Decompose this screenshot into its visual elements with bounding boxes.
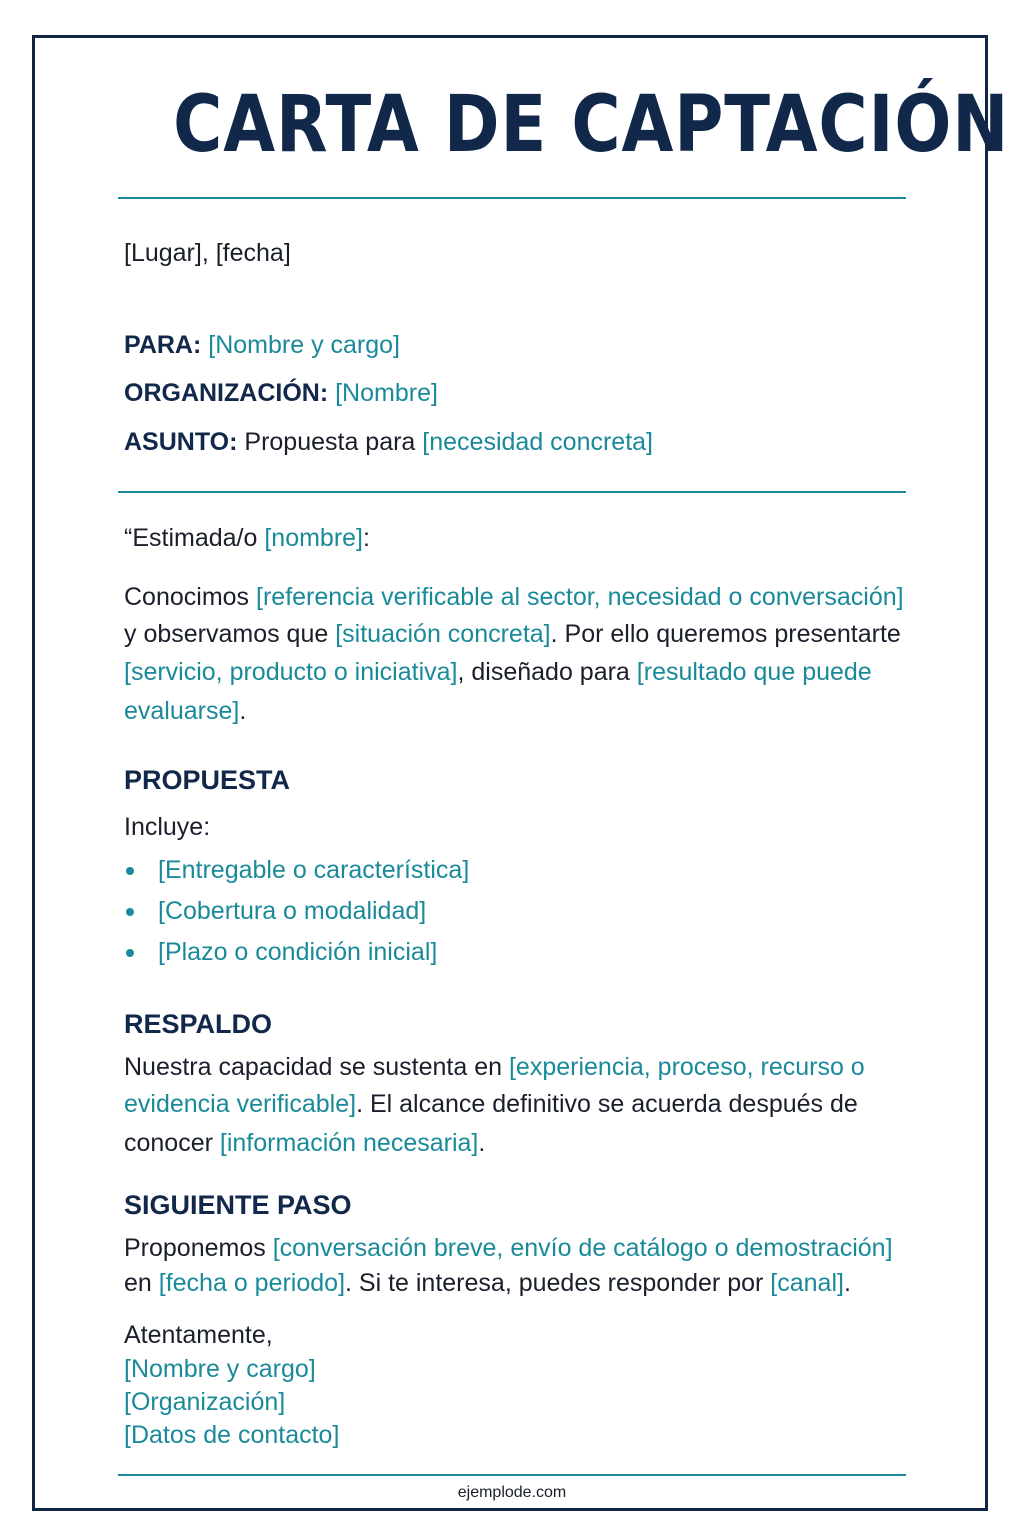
greeting xyxy=(124,519,370,557)
siguiente-placeholder: [fecha o periodo] xyxy=(158,1269,346,1297)
list-item xyxy=(124,933,437,971)
list-item xyxy=(124,851,469,889)
respaldo-line-1 xyxy=(124,1048,865,1086)
list-item-text: [Cobertura o modalidad] xyxy=(158,897,427,925)
greeting-prefix: “Estimada/o xyxy=(124,524,258,552)
respaldo-text: Nuestra capacidad se sustenta en xyxy=(124,1053,503,1081)
intro-text: y observamos que xyxy=(124,620,329,648)
intro-placeholder: [servicio, producto o iniciativa] xyxy=(124,658,458,686)
intro-placeholder: evaluarse] xyxy=(124,697,240,725)
bullet-icon xyxy=(126,949,134,957)
respaldo-line-3 xyxy=(124,1124,485,1162)
greeting-name: [nombre] xyxy=(264,524,364,552)
bullet-icon xyxy=(126,908,134,916)
organization-line xyxy=(124,374,438,412)
intro-line-1 xyxy=(124,578,904,616)
greeting-suffix: : xyxy=(363,524,370,552)
subject-value: [necesidad concreta] xyxy=(422,428,653,456)
list-item-text: [Entregable o característica] xyxy=(158,856,470,884)
respaldo-placeholder: [experiencia, proceso, recurso o xyxy=(508,1053,865,1081)
footer-divider xyxy=(118,1474,906,1476)
para-label: PARA: xyxy=(124,331,202,359)
siguiente-text: . xyxy=(843,1269,851,1297)
intro-text: Conocimos xyxy=(124,583,250,611)
siguiente-placeholder: [conversación breve, envío de catálogo o demostración] xyxy=(272,1234,893,1262)
intro-text: . xyxy=(239,697,247,725)
header-divider xyxy=(118,491,906,493)
intro-placeholder: [resultado que puede xyxy=(636,658,872,686)
list-item xyxy=(124,892,426,930)
siguiente-text: . Si te interesa, puedes responder por xyxy=(345,1269,764,1297)
intro-text: , diseñado para xyxy=(457,658,630,686)
para-value: [Nombre y cargo] xyxy=(208,331,401,359)
subject-text: Propuesta para xyxy=(244,428,416,456)
recipient-line xyxy=(124,326,400,364)
title-divider xyxy=(118,197,906,199)
intro-line-4 xyxy=(124,692,246,730)
subject-line xyxy=(124,423,653,461)
respaldo-text: . xyxy=(478,1129,486,1157)
footer-source: ejemplode.com xyxy=(457,1484,567,1501)
bullet-icon xyxy=(126,867,134,875)
org-value: [Nombre] xyxy=(335,379,438,407)
siguiente-text: en xyxy=(124,1269,152,1297)
respaldo-text: . El alcance definitivo se acuerda después de xyxy=(356,1090,858,1118)
intro-text: . Por ello queremos presentarte xyxy=(550,620,901,648)
intro-line-3 xyxy=(124,653,872,691)
respaldo-placeholder: [información necesaria] xyxy=(219,1129,479,1157)
respaldo-heading: RESPALDO xyxy=(124,1009,273,1039)
signature-organization: [Organización] xyxy=(124,1388,286,1416)
intro-line-2 xyxy=(124,615,901,653)
intro-placeholder: [situación concreta] xyxy=(335,620,551,648)
propuesta-heading: PROPUESTA xyxy=(124,765,291,795)
respaldo-placeholder: evidencia verificable] xyxy=(124,1090,357,1118)
respaldo-text: conocer xyxy=(124,1129,213,1157)
page-title: CARTA DE CAPTACIÓN xyxy=(173,80,1010,170)
signature-name: [Nombre y cargo] xyxy=(124,1355,316,1383)
siguiente-line-2 xyxy=(124,1264,851,1302)
list-item-text: [Plazo o condición inicial] xyxy=(158,938,438,966)
subject-label: ASUNTO: xyxy=(124,428,238,456)
intro-placeholder: [referencia verificable al sector, necesidad o conversación] xyxy=(256,583,904,611)
siguiente-placeholder: [canal] xyxy=(770,1269,844,1297)
place-date: [Lugar], [fecha] xyxy=(124,239,291,267)
siguiente-line-1 xyxy=(124,1229,893,1267)
org-label: ORGANIZACIÓN: xyxy=(124,379,329,407)
siguiente-heading: SIGUIENTE PASO xyxy=(124,1190,352,1220)
closing-salutation: Atentamente, xyxy=(124,1321,273,1349)
siguiente-text: Proponemos xyxy=(124,1234,266,1262)
respaldo-line-2 xyxy=(124,1085,858,1123)
signature-contact: [Datos de contacto] xyxy=(124,1421,340,1449)
propuesta-intro: Incluye: xyxy=(124,813,211,841)
